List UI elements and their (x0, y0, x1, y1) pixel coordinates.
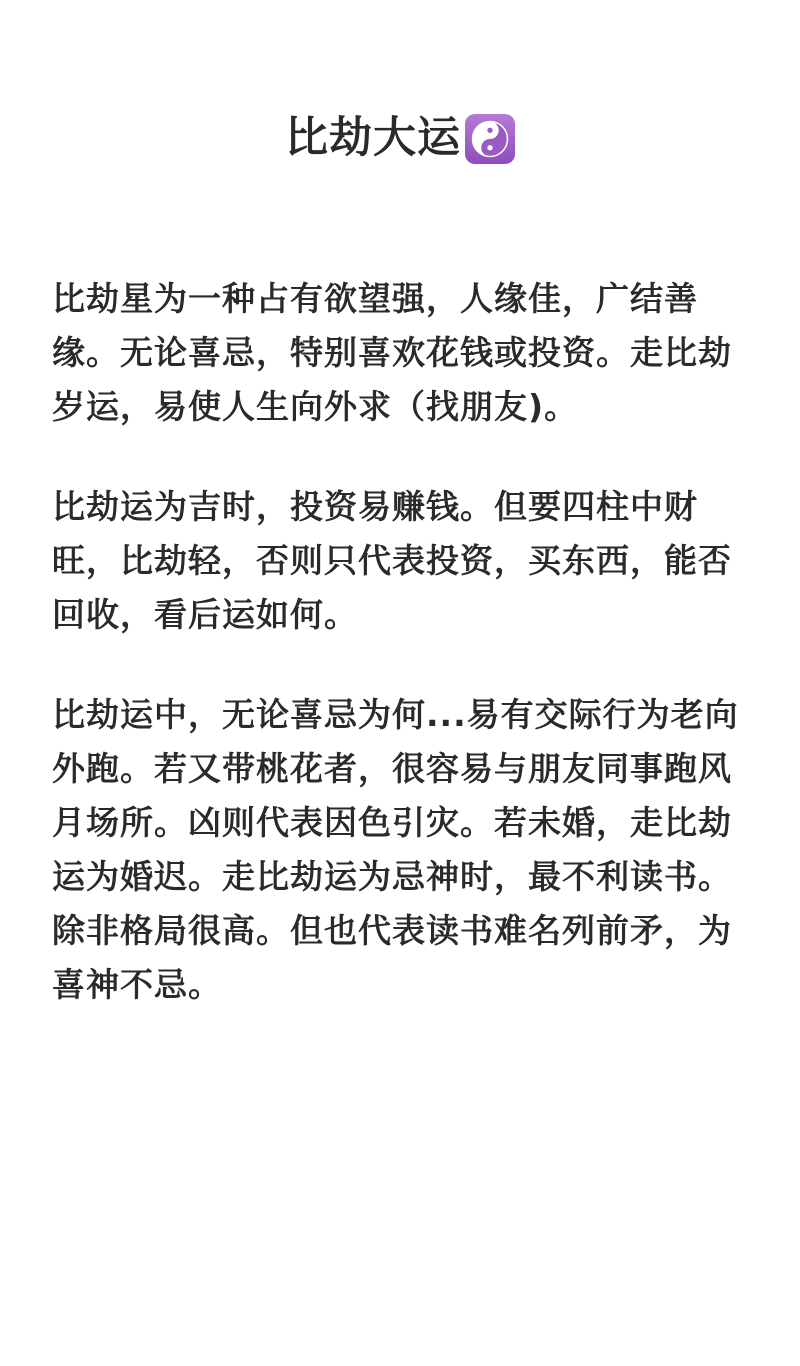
paragraph-3: 比劫运中，无论喜忌为何...易有交际行为老向外跑。若又带桃花者，很容易与朋友同事跑风月场所。凶则代表因色引灾。若未婚，走比劫运为婚迟。走比劫运为忌神时，最不利读书。除非格局很高。但也代表读书难名列前矛，为喜神不忌。 (52, 695, 739, 1004)
paragraph-1: 比劫星为一种占有欲望强，人缘佳，广结善缘。无论喜忌，特别喜欢花钱或投资。走比劫岁运，易使人生向外求（找朋友)。 (52, 279, 732, 426)
yin-yang-icon (465, 114, 515, 164)
page-title: 比劫大运 (285, 113, 461, 163)
title-row (0, 108, 800, 168)
article-body (52, 272, 742, 1012)
yin-yang-symbol (471, 120, 509, 158)
paragraph-2: 比劫运为吉时，投资易赚钱。但要四柱中财旺，比劫轻，否则只代表投资，买东西，能否回收，看后运如何。 (52, 487, 732, 634)
